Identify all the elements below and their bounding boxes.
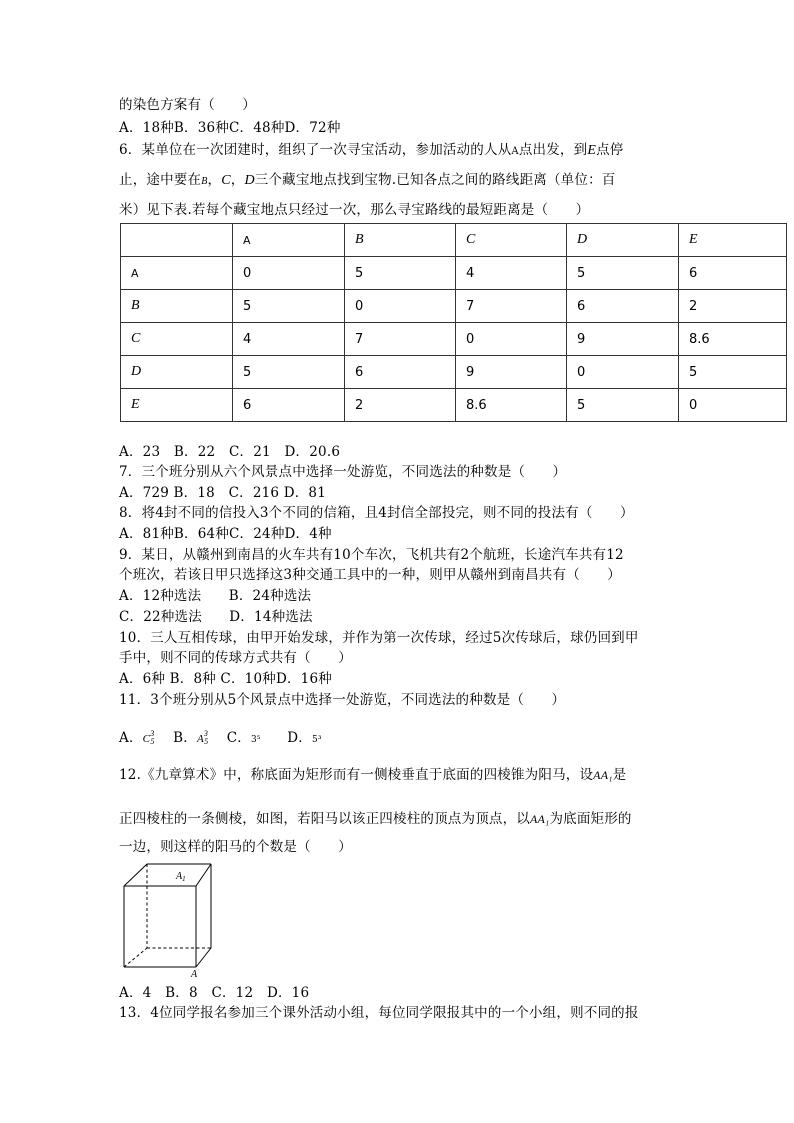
table-header-cell: A: [233, 224, 345, 257]
q10-options: A．6种 B．8种 C．10种D．16种: [119, 671, 332, 687]
table-cell: 4: [233, 323, 345, 356]
table-row-label: A: [121, 257, 233, 290]
table-header-cell: B: [345, 224, 456, 257]
table-cell: 0: [567, 356, 679, 389]
q9-options-2: C．22种选法 D．14种选法: [119, 609, 313, 625]
q12-text-b: 是: [612, 767, 627, 783]
expr-sup: 3: [203, 729, 209, 738]
table-cell: 7: [456, 290, 567, 323]
q6-line-2: [119, 171, 615, 191]
q12-text-a: 12.《九章算术》中，称底面为矩形而有一侧棱垂直于底面的四棱锥为阳马，设: [119, 767, 594, 783]
vertex-a-label: A: [191, 969, 198, 978]
expr-sub: 5: [150, 737, 155, 746]
vertex-a1-label: [175, 871, 186, 883]
table-cell: 9: [456, 356, 567, 389]
q6-point-d: D: [244, 173, 255, 188]
q8-stem: 8．将4封不同的信投入3个不同的信箱，且4封信全部投完，则不同的投法有（ ）: [119, 505, 634, 521]
table-cell: 6: [679, 257, 787, 290]
table-row-label: C: [121, 323, 233, 356]
top-right-edge: [196, 864, 211, 886]
table-cell: 4: [456, 257, 567, 290]
table-cell: 5: [567, 389, 679, 422]
table-row-label: B: [121, 290, 233, 323]
q13-stem: 13．4位同学报名参加三个课外活动小组，每位同学限报其中的一个小组，则不同的报: [119, 1005, 639, 1021]
table-cell: 8.6: [456, 389, 567, 422]
q10-stem-1: 10．三人互相传球，由甲开始发球，并作为第一次传球，经过5次传球后，球仍回到甲: [119, 630, 639, 646]
bottom-right-edge: [196, 948, 211, 967]
expr-sub: 5: [204, 737, 209, 746]
q11-option-d-label: D．: [287, 730, 312, 746]
table-row: [121, 389, 787, 422]
q6-text-e: 三个藏宝地点找到宝物.已知各点之间的路线距离（单位：百: [254, 172, 616, 188]
q12-line-3: 一边，则这样的阳马的个数是（ ）: [119, 839, 352, 855]
table-header-cell: C: [456, 224, 567, 257]
q7-options: A．729 B．18 C．216 D．81: [119, 485, 326, 501]
q12-text-d: 为底面矩形的: [549, 811, 632, 827]
q6-point-a: A: [511, 146, 519, 157]
q9-stem-1: 9．某日，从赣州到南昌的火车共有10个车次，飞机共有2个航班，长途汽车共有12: [119, 547, 624, 563]
q6-comma-1: ，: [207, 172, 222, 188]
q6-line-3: 米）见下表.若每个藏宝地点只经过一次，那么寻宝路线的最短距离是（ ）: [119, 202, 590, 218]
q6-point-c: C: [221, 173, 231, 188]
vertex-a1-subscript: 1: [182, 875, 186, 883]
table-header-row: [121, 224, 787, 257]
q11-option-b-expr: [196, 729, 209, 746]
q6-comma-2: ，: [230, 172, 245, 188]
q6-text-c: 点停: [596, 142, 624, 158]
hidden-bottom-left-edge: [124, 948, 147, 967]
table-row: [121, 323, 787, 356]
q11-option-c-label: C．: [226, 730, 251, 746]
q11-option-b-label: B．: [173, 730, 197, 746]
q12-text-c: 正四棱柱的一条侧棱，如图，若阳马以该正四棱柱的顶点为顶点，以: [119, 811, 530, 827]
q12-edge-aa1: AA₁: [593, 768, 613, 782]
q6-text-a: 6．某单位在一次团建时，组织了一次寻宝活动，参加活动的人从: [119, 142, 512, 158]
q6-line-1: [119, 141, 623, 161]
q10-stem-2: 手中，则不同的传球方式共有（ ）: [119, 650, 352, 666]
q6-options: A．23 B．22 C．21 D．20.6: [119, 444, 341, 460]
q5-options: A．18种B．36种C．48种D．72种: [119, 120, 341, 136]
q12-edge-aa1: AA₁: [530, 812, 550, 826]
table-cell: 5: [567, 257, 679, 290]
q11-stem: 11．3个班分别从5个风景点中选择一处游览，不同选法的种数是（ ）: [119, 692, 566, 708]
table-cell: 6: [233, 389, 345, 422]
q9-stem-2: 个班次，若该日甲只选择这3种交通工具中的一种，则甲从赣州到南昌共有（ ）: [119, 567, 621, 583]
q11-option-c-expr: 3⁵: [251, 735, 261, 745]
table-cell: 0: [679, 389, 787, 422]
q7-stem: 7．三个班分别从六个风景点中选择一处游览，不同选法的种数是（ ）: [119, 464, 567, 480]
q11-option-d-expr: 5³: [311, 735, 322, 745]
table-cell: 8.6: [679, 323, 787, 356]
table-cell: 9: [567, 323, 679, 356]
table-cell: 6: [345, 356, 456, 389]
vertex-a1-letter: A: [176, 871, 183, 882]
q8-options: A．81种B．64种C．24种D．4种: [119, 526, 332, 542]
table-cell: 5: [233, 290, 345, 323]
table-row: [121, 290, 787, 323]
table-cell: 5: [233, 356, 345, 389]
expr-base: C: [142, 733, 151, 745]
table-cell: 2: [679, 290, 787, 323]
q6-point-e: E: [587, 143, 597, 158]
expr-sup: 3: [150, 729, 155, 738]
table-cell: 0: [456, 323, 567, 356]
table-row-label: E: [121, 389, 233, 422]
table-header-cell: D: [567, 224, 679, 257]
q11-option-a-expr: [142, 729, 155, 746]
q5-tail-text: 的染色方案有（ ）: [119, 97, 256, 113]
table-cell: 2: [345, 389, 456, 422]
expr-base: A: [196, 733, 204, 745]
table-row-label: D: [121, 356, 233, 389]
table-cell: 0: [233, 257, 345, 290]
table-header-cell: E: [679, 224, 787, 257]
table-cell: 6: [567, 290, 679, 323]
table-cell: 5: [345, 257, 456, 290]
q6-text-d: 止，途中要在: [119, 172, 202, 188]
table-cell: [121, 224, 233, 257]
table-cell: 5: [679, 356, 787, 389]
q12-line-1: [119, 766, 626, 784]
table-row: [121, 356, 787, 389]
q6-point-b: B: [201, 176, 208, 187]
table-cell: 0: [345, 290, 456, 323]
q11-option-a-label: A．: [119, 730, 143, 746]
q12-options: A．4 B．8 C．12 D．16: [119, 985, 310, 1001]
top-left-edge: [124, 864, 147, 886]
distance-table: [120, 223, 787, 422]
q11-options: [119, 725, 322, 751]
prism-figure: [118, 858, 218, 978]
table-row: [121, 257, 787, 290]
q9-options-1: A．12种选法 B．24种选法: [119, 588, 312, 604]
q12-line-2: [119, 810, 632, 828]
q6-text-b: 点出发，到: [518, 142, 588, 158]
table-cell: 7: [345, 323, 456, 356]
